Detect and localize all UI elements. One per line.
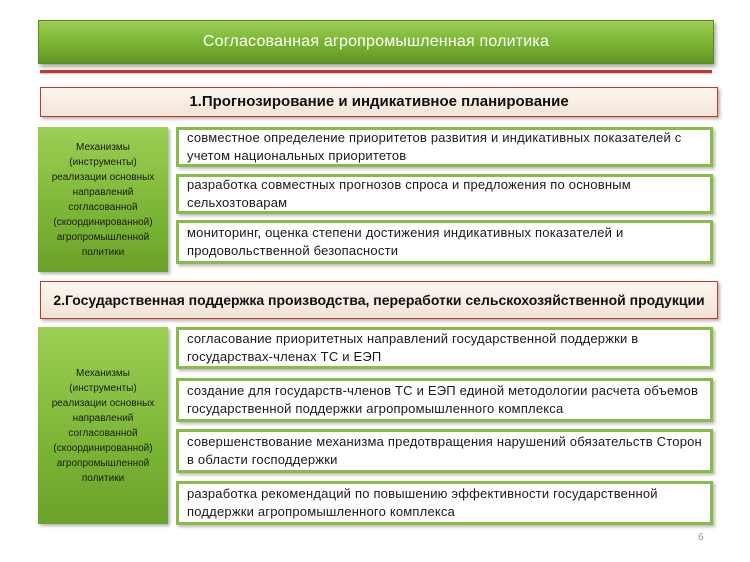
section-2-mechanism-label: Механизмы (инструменты) реализации основных направлений согласованной (скоординированной) агропромышленной политики xyxy=(38,327,168,524)
section-2-item-2: создание для государств-членов ТС и ЕЭП единой методологии расчета объемов государственной поддержки агропромышленного комплекса xyxy=(176,378,713,422)
section-2-item-4: разработка рекомендаций по повышению эффективности государственной поддержки агропромышленного комплекса xyxy=(176,481,713,525)
section-1-item-1: совместное определение приоритетов развития и индикативных показателей с учетом национальных приоритетов xyxy=(176,127,713,167)
section-2-header: 2.Государственная поддержка производства, переработки сельскохозяйственной продукции xyxy=(40,281,718,319)
page-number: 6 xyxy=(698,532,704,543)
slide-title: Согласованная агропромышленная политика xyxy=(38,20,714,64)
section-1-mechanism-label: Механизмы (инструменты) реализации основных направлений согласованной (скоординированной) агропромышленной политики xyxy=(38,127,168,272)
section-1-item-2: разработка совместных прогнозов спроса и предложения по основным сельхозтоварам xyxy=(176,174,713,214)
title-divider xyxy=(40,70,712,73)
section-1-header: 1.Прогнозирование и индикативное планирование xyxy=(40,87,718,117)
section-2-item-3: совершенствование механизма предотвращения нарушений обязательств Сторон в области господдержки xyxy=(176,429,713,473)
section-2-item-1: согласование приоритетных направлений государственной поддержки в государствах-членах ТС и ЕЭП xyxy=(176,327,713,369)
section-1-item-3: мониторинг, оценка степени достижения индикативных показателей и продовольственной безопасности xyxy=(176,220,713,264)
